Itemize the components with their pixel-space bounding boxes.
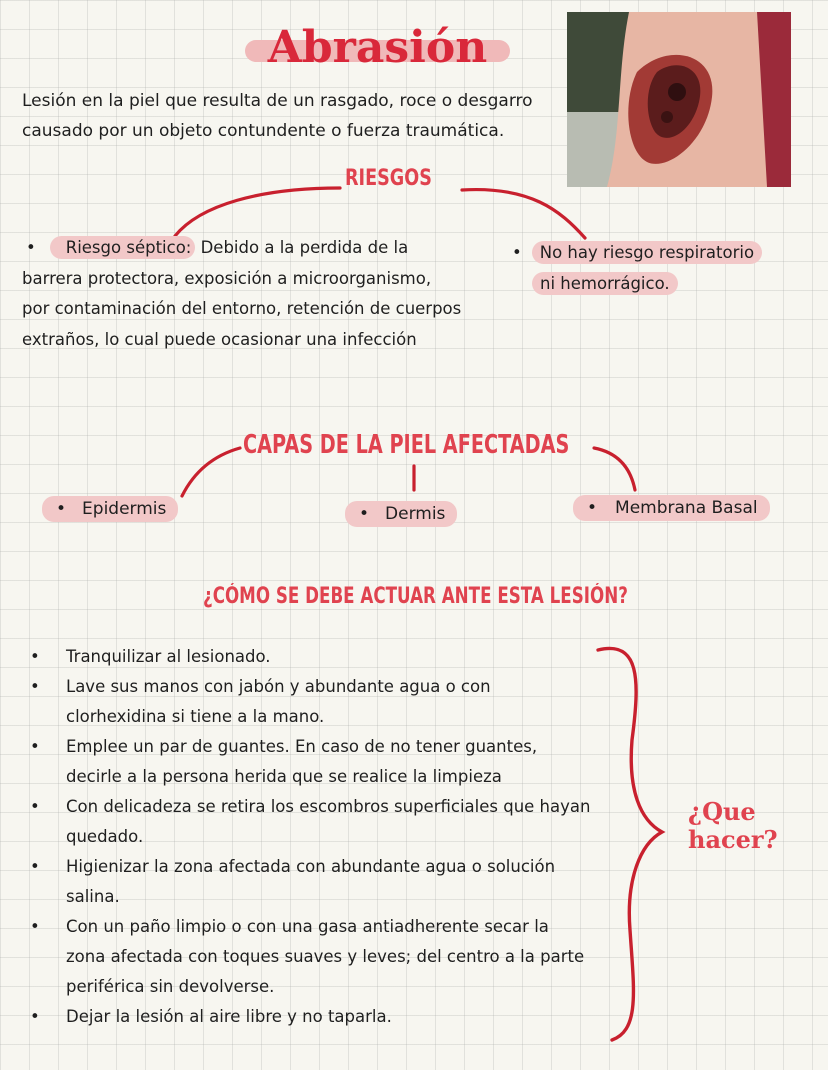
- que-hacer-line1: ¿Que: [688, 797, 756, 826]
- capa-label: Membrana Basal: [615, 498, 758, 518]
- step-text: Con delicadeza se retira los escombros superficiales que hayan quedado.: [66, 797, 591, 846]
- list-item: [22, 792, 592, 852]
- como-actuar-heading: ¿CÓMO SE DEBE ACTUAR ANTE ESTA LESIÓN?: [203, 584, 628, 609]
- riesgos-heading: RIESGOS: [345, 166, 432, 191]
- capa-dermis: [345, 501, 457, 527]
- que-hacer-line2: hacer?: [688, 825, 778, 854]
- bullet: •: [512, 243, 522, 262]
- list-item: [22, 642, 592, 672]
- riesgo-line1: No hay riesgo respiratorio: [532, 241, 762, 264]
- capa-epidermis: [42, 496, 178, 522]
- bullet: •: [30, 677, 40, 696]
- list-item: [22, 672, 592, 732]
- bullet: •: [30, 797, 40, 816]
- step-text: Tranquilizar al lesionado.: [66, 647, 271, 666]
- capa-membrana-basal: [573, 495, 770, 521]
- step-text: Dejar la lesión al aire libre y no taparla.: [66, 1007, 392, 1026]
- list-item: [22, 852, 592, 912]
- page-title: Abrasión: [267, 22, 488, 73]
- capa-label: Epidermis: [82, 499, 167, 519]
- riesgo-line2: ni hemorrágico.: [532, 272, 678, 295]
- riesgo-respiratorio-text: [512, 238, 792, 299]
- steps-list: [22, 642, 592, 1032]
- bullet: •: [359, 504, 370, 524]
- riesgo-septico-desc: Debido a la perdida de la barrera protectora, exposición a microorganismo, por contaminación del entorno, retención de cuerpos extraños, lo cual puede ocasionar una infección: [22, 238, 462, 349]
- intro-text: Lesión en la piel que resulta de un rasgado, roce o desgarro causado por un objeto contundente o fuerza traumática.: [22, 91, 533, 141]
- bullet: •: [30, 647, 40, 666]
- list-item: [22, 732, 592, 792]
- step-text: Con un paño limpio o con una gasa antiadherente secar la zona afectada con toques suaves y leves; del centro a la parte periférica sin devolverse.: [66, 917, 585, 996]
- list-item: [22, 1002, 592, 1032]
- bullet: •: [30, 1007, 40, 1026]
- capa-label: Dermis: [385, 504, 446, 524]
- riesgo-septico-text: [22, 233, 462, 355]
- bullet: •: [30, 737, 40, 756]
- bullet: •: [56, 499, 67, 519]
- title-block: [245, 22, 510, 74]
- capas-heading: CAPAS DE LA PIEL AFECTADAS: [243, 430, 570, 460]
- riesgo-septico-label: Riesgo séptico:: [50, 236, 196, 259]
- list-item: [22, 912, 592, 1002]
- step-text: Emplee un par de guantes. En caso de no tener guantes, decirle a la persona herida que se realice la limpieza: [66, 737, 538, 786]
- que-hacer-label: [688, 798, 778, 854]
- step-text: Lave sus manos con jabón y abundante agua o con clorhexidina si tiene a la mano.: [66, 677, 491, 726]
- step-text: Higienizar la zona afectada con abundante agua o solución salina.: [66, 857, 556, 906]
- bullet: •: [26, 238, 36, 257]
- bullet: •: [30, 917, 40, 936]
- bullet: •: [587, 498, 598, 518]
- bullet: •: [30, 857, 40, 876]
- abrasion-photo: [567, 12, 791, 187]
